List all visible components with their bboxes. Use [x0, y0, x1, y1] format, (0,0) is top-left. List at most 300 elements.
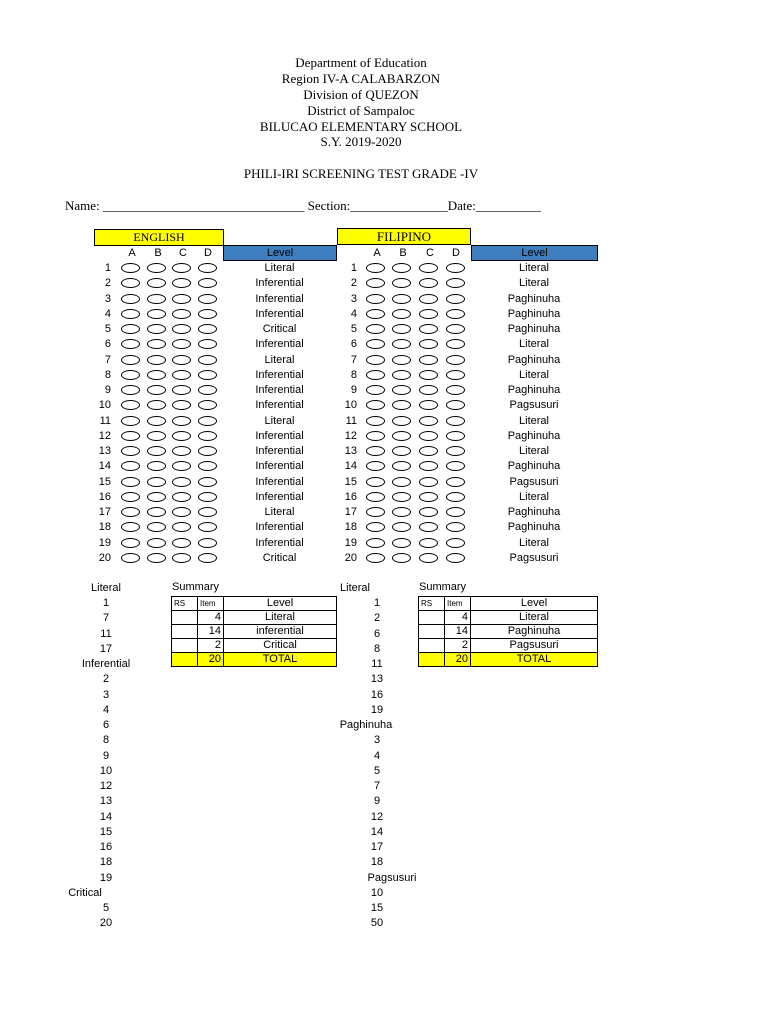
- answer-bubble-b[interactable]: [147, 446, 166, 456]
- item-number: 13: [344, 445, 357, 457]
- answer-bubble-b[interactable]: [392, 461, 411, 471]
- answer-bubble-d[interactable]: [446, 431, 465, 441]
- answer-bubble-a[interactable]: [121, 385, 140, 395]
- answer-bubble-d[interactable]: [198, 507, 217, 517]
- answer-bubble-c[interactable]: [419, 538, 438, 548]
- answer-bubble-c[interactable]: [172, 355, 191, 365]
- item-number: 5: [104, 323, 111, 335]
- answer-bubble-a[interactable]: [121, 431, 140, 441]
- list-item: 18: [370, 856, 384, 869]
- answer-bubble-a[interactable]: [366, 370, 385, 380]
- answer-bubble-b[interactable]: [147, 355, 166, 365]
- answer-bubble-c[interactable]: [172, 294, 191, 304]
- item-number: 17: [98, 506, 111, 518]
- answer-bubble-a[interactable]: [366, 339, 385, 349]
- level-heading: Literal: [91, 582, 121, 594]
- level-label: Literal: [519, 368, 549, 381]
- answer-bubble-c[interactable]: [419, 553, 438, 563]
- column-header: Item: [200, 599, 216, 608]
- list-item: 18: [99, 856, 113, 869]
- answer-bubble-b[interactable]: [147, 278, 166, 288]
- list-item: 10: [99, 764, 113, 777]
- test-title: PHILI-IRI SCREENING TEST GRADE -IV: [243, 166, 479, 181]
- answer-bubble-a[interactable]: [121, 553, 140, 563]
- answer-bubble-b[interactable]: [392, 355, 411, 365]
- answer-bubble-c[interactable]: [172, 507, 191, 517]
- list-item: 5: [102, 902, 110, 914]
- item-number: 14: [344, 460, 357, 473]
- answer-bubble-c[interactable]: [419, 339, 438, 349]
- answer-bubble-a[interactable]: [121, 339, 140, 349]
- item-number: 1: [104, 262, 111, 274]
- answer-bubble-a[interactable]: [366, 446, 385, 456]
- answer-letter: C: [426, 247, 434, 259]
- item-number: 13: [98, 445, 111, 457]
- answer-bubble-b[interactable]: [392, 400, 411, 410]
- item-number: 11: [99, 414, 111, 427]
- answer-bubble-d[interactable]: [446, 461, 465, 471]
- answer-bubble-d[interactable]: [198, 385, 217, 395]
- answer-bubble-c[interactable]: [419, 355, 438, 365]
- answer-bubble-b[interactable]: [392, 477, 411, 487]
- answer-bubble-c[interactable]: [419, 522, 438, 532]
- level-cell: Critical: [224, 639, 337, 653]
- filipino-level-header: Level: [471, 245, 598, 261]
- answer-bubble-c[interactable]: [172, 324, 191, 334]
- item-number: 10: [344, 399, 357, 412]
- answer-bubble-b[interactable]: [147, 416, 166, 426]
- level-label: Literal: [519, 414, 549, 427]
- answer-bubble-b[interactable]: [147, 522, 166, 532]
- level-label: Critical: [262, 551, 297, 564]
- level-label: Paghinuha: [507, 384, 561, 396]
- list-item: 3: [373, 734, 381, 747]
- list-item: 14: [99, 810, 113, 823]
- item-number: 12: [98, 429, 111, 442]
- answer-bubble-d[interactable]: [446, 538, 465, 548]
- answer-bubble-a[interactable]: [121, 400, 140, 410]
- answer-bubble-b[interactable]: [392, 522, 411, 532]
- answer-bubble-b[interactable]: [147, 370, 166, 380]
- rs-cell[interactable]: [172, 639, 198, 653]
- rs-cell[interactable]: [419, 611, 445, 625]
- answer-bubble-d[interactable]: [446, 522, 465, 532]
- item-number: 17: [344, 506, 357, 518]
- answer-bubble-a[interactable]: [121, 278, 140, 288]
- answer-bubble-d[interactable]: [446, 263, 465, 273]
- answer-bubble-c[interactable]: [419, 294, 438, 304]
- answer-bubble-a[interactable]: [121, 294, 140, 304]
- answer-bubble-b[interactable]: [147, 538, 166, 548]
- answer-bubble-a[interactable]: [121, 446, 140, 456]
- answer-bubble-c[interactable]: [172, 461, 191, 471]
- answer-bubble-a[interactable]: [366, 400, 385, 410]
- answer-bubble-a[interactable]: [366, 431, 385, 441]
- level-heading: Literal: [340, 582, 370, 594]
- answer-bubble-d[interactable]: [446, 339, 465, 349]
- item-cell: 2: [198, 639, 224, 653]
- answer-bubble-c[interactable]: [172, 370, 191, 380]
- item-number: 11: [345, 414, 357, 427]
- table-row: [419, 611, 598, 625]
- answer-letter: A: [128, 247, 136, 259]
- answer-bubble-b[interactable]: [392, 431, 411, 441]
- item-total-cell: 20: [445, 653, 471, 667]
- level-label: Paghinuha: [507, 353, 561, 366]
- answer-bubble-d[interactable]: [198, 538, 217, 548]
- level-heading: Critical: [68, 886, 102, 899]
- answer-bubble-d[interactable]: [446, 294, 465, 304]
- answer-bubble-d[interactable]: [198, 355, 217, 365]
- item-number: 19: [98, 536, 111, 549]
- answer-bubble-b[interactable]: [147, 339, 166, 349]
- answer-bubble-c[interactable]: [172, 477, 191, 487]
- rs-cell[interactable]: [172, 611, 198, 625]
- list-item: 20: [99, 917, 113, 930]
- answer-bubble-a[interactable]: [366, 309, 385, 319]
- item-number: 6: [104, 338, 111, 351]
- list-item: 15: [99, 825, 113, 838]
- answer-bubble-d[interactable]: [446, 553, 465, 563]
- answer-bubble-d[interactable]: [198, 370, 217, 380]
- list-item: 15: [370, 902, 384, 914]
- answer-bubble-b[interactable]: [147, 553, 166, 563]
- level-label: Paghinuha: [507, 521, 561, 534]
- rs-cell[interactable]: [172, 625, 198, 639]
- item-cell: 14: [198, 625, 224, 639]
- answer-bubble-b[interactable]: [392, 263, 411, 273]
- list-item: 1: [102, 597, 110, 609]
- answer-bubble-a[interactable]: [366, 355, 385, 365]
- header-line: S.Y. 2019-2020: [320, 134, 402, 149]
- table-row: [419, 625, 598, 639]
- answer-bubble-a[interactable]: [366, 477, 385, 487]
- answer-bubble-a[interactable]: [366, 522, 385, 532]
- answer-bubble-a[interactable]: [121, 492, 140, 502]
- list-item: 19: [99, 871, 113, 884]
- answer-bubble-d[interactable]: [446, 477, 465, 487]
- level-cell: Pagsusuri: [471, 639, 598, 653]
- item-cell: 14: [445, 625, 471, 639]
- item-number: 5: [350, 323, 357, 335]
- column-header: RS: [421, 599, 433, 608]
- total-row: [172, 653, 337, 667]
- level-label: Literal: [519, 338, 549, 351]
- item-number: 10: [98, 399, 111, 412]
- level-cell: Literal: [224, 611, 337, 625]
- answer-letter: D: [204, 247, 212, 259]
- answer-bubble-c[interactable]: [172, 431, 191, 441]
- level-label: Inferential: [255, 292, 304, 305]
- answer-bubble-d[interactable]: [446, 416, 465, 426]
- answer-bubble-c[interactable]: [172, 538, 191, 548]
- answer-bubble-b[interactable]: [147, 431, 166, 441]
- item-number: 19: [344, 536, 357, 549]
- list-item: 13: [99, 795, 113, 808]
- level-label: Literal: [264, 353, 295, 366]
- answer-bubble-b[interactable]: [147, 309, 166, 319]
- level-label: Pagsusuri: [509, 551, 559, 564]
- answer-bubble-d[interactable]: [198, 522, 217, 532]
- table-row: [172, 639, 337, 653]
- answer-bubble-c[interactable]: [419, 492, 438, 502]
- filipino-title: FILIPINO: [337, 228, 471, 245]
- item-number: 2: [350, 277, 357, 290]
- answer-bubble-b[interactable]: [392, 492, 411, 502]
- answer-bubble-c[interactable]: [419, 431, 438, 441]
- answer-bubble-c[interactable]: [419, 278, 438, 288]
- list-item: 5: [373, 764, 381, 777]
- answer-bubble-d[interactable]: [446, 278, 465, 288]
- answer-bubble-b[interactable]: [392, 324, 411, 334]
- answer-bubble-a[interactable]: [121, 477, 140, 487]
- answer-bubble-c[interactable]: [172, 309, 191, 319]
- english-summary-table: [171, 596, 337, 667]
- answer-bubble-a[interactable]: [366, 294, 385, 304]
- answer-bubble-d[interactable]: [198, 400, 217, 410]
- answer-bubble-a[interactable]: [121, 522, 140, 532]
- english-title: ENGLISH: [94, 229, 224, 246]
- answer-bubble-c[interactable]: [172, 416, 191, 426]
- answer-bubble-d[interactable]: [446, 385, 465, 395]
- answer-bubble-c[interactable]: [172, 522, 191, 532]
- answer-bubble-b[interactable]: [147, 294, 166, 304]
- answer-bubble-d[interactable]: [446, 446, 465, 456]
- item-number: 20: [344, 551, 357, 564]
- item-number: 3: [104, 292, 111, 305]
- header-line: Division of QUEZON: [303, 87, 419, 102]
- answer-bubble-d[interactable]: [446, 355, 465, 365]
- column-header: Item: [447, 599, 463, 608]
- level-label: Pagsusuri: [509, 399, 559, 412]
- answer-bubble-c[interactable]: [172, 385, 191, 395]
- answer-bubble-b[interactable]: [392, 339, 411, 349]
- item-number: 1: [350, 262, 357, 274]
- answer-bubble-b[interactable]: [392, 294, 411, 304]
- answer-bubble-d[interactable]: [198, 553, 217, 563]
- header-line: District of Sampaloc: [307, 103, 415, 118]
- rs-total-cell[interactable]: [419, 653, 445, 667]
- list-item: 50: [370, 917, 384, 930]
- answer-bubble-a[interactable]: [366, 553, 385, 563]
- answer-bubble-d[interactable]: [198, 278, 217, 288]
- answer-bubble-b[interactable]: [147, 263, 166, 273]
- total-row: [419, 653, 598, 667]
- item-number: 20: [98, 551, 111, 564]
- answer-bubble-a[interactable]: [121, 355, 140, 365]
- total-label: TOTAL: [471, 653, 598, 667]
- answer-bubble-b[interactable]: [392, 278, 411, 288]
- item-number: 9: [104, 384, 111, 396]
- answer-bubble-c[interactable]: [419, 324, 438, 334]
- table-header-row: [172, 597, 337, 611]
- level-label: Inferential: [255, 338, 304, 351]
- filipino-summary-table: [418, 596, 598, 667]
- answer-bubble-c[interactable]: [419, 400, 438, 410]
- level-heading: Paghinuha: [339, 719, 393, 731]
- item-number: 7: [104, 353, 111, 366]
- answer-letter: B: [154, 247, 162, 259]
- list-item: 19: [370, 703, 384, 716]
- answer-letter: B: [399, 247, 407, 259]
- level-label: Inferential: [255, 384, 304, 396]
- column-header: Level: [471, 597, 598, 611]
- answer-bubble-b[interactable]: [392, 538, 411, 548]
- rs-total-cell[interactable]: [172, 653, 198, 667]
- answer-bubble-a[interactable]: [121, 416, 140, 426]
- answer-bubble-a[interactable]: [121, 324, 140, 334]
- answer-bubble-b[interactable]: [147, 461, 166, 471]
- list-item: 16: [370, 688, 384, 701]
- level-label: Inferential: [255, 536, 304, 549]
- answer-bubble-d[interactable]: [198, 309, 217, 319]
- item-total-cell: 20: [198, 653, 224, 667]
- item-number: 4: [104, 307, 111, 320]
- answer-bubble-b[interactable]: [147, 400, 166, 410]
- answer-bubble-b[interactable]: [147, 324, 166, 334]
- answer-bubble-b[interactable]: [392, 309, 411, 319]
- answer-bubble-b[interactable]: [147, 477, 166, 487]
- answer-bubble-d[interactable]: [446, 309, 465, 319]
- answer-bubble-d[interactable]: [198, 431, 217, 441]
- item-number: 7: [350, 353, 357, 366]
- answer-bubble-d[interactable]: [198, 263, 217, 273]
- answer-bubble-c[interactable]: [172, 263, 191, 273]
- answer-bubble-a[interactable]: [366, 263, 385, 273]
- answer-bubble-c[interactable]: [172, 553, 191, 563]
- answer-bubble-d[interactable]: [198, 294, 217, 304]
- level-label: Paghinuha: [507, 323, 561, 335]
- level-label: Inferential: [255, 307, 304, 320]
- answer-bubble-a[interactable]: [121, 263, 140, 273]
- answer-bubble-c[interactable]: [172, 339, 191, 349]
- table-row: [172, 611, 337, 625]
- answer-bubble-d[interactable]: [446, 507, 465, 517]
- answer-letter: A: [373, 247, 381, 259]
- column-header: RS: [174, 599, 186, 608]
- level-label: Literal: [519, 490, 549, 503]
- answer-bubble-b[interactable]: [147, 385, 166, 395]
- rs-cell[interactable]: [419, 625, 445, 639]
- column-header: Level: [224, 597, 337, 611]
- level-label: Inferential: [255, 445, 304, 457]
- level-cell: inferential: [224, 625, 337, 639]
- answer-bubble-d[interactable]: [198, 446, 217, 456]
- header-line: BILUCAO ELEMENTARY SCHOOL: [259, 119, 463, 134]
- list-item: 7: [373, 780, 381, 792]
- list-item: 6: [102, 719, 110, 731]
- answer-bubble-c[interactable]: [419, 477, 438, 487]
- level-label: Inferential: [255, 475, 304, 488]
- english-level-header: Level: [223, 245, 337, 261]
- answer-bubble-d[interactable]: [446, 492, 465, 502]
- answer-bubble-d[interactable]: [198, 324, 217, 334]
- answer-bubble-d[interactable]: [198, 416, 217, 426]
- answer-bubble-c[interactable]: [172, 400, 191, 410]
- answer-bubble-b[interactable]: [392, 553, 411, 563]
- level-label: Literal: [264, 414, 295, 427]
- answer-bubble-b[interactable]: [392, 446, 411, 456]
- answer-bubble-a[interactable]: [366, 492, 385, 502]
- answer-bubble-a[interactable]: [121, 507, 140, 517]
- answer-bubble-c[interactable]: [419, 461, 438, 471]
- answer-bubble-d[interactable]: [446, 324, 465, 334]
- list-item: 1: [373, 597, 381, 609]
- answer-bubble-a[interactable]: [121, 461, 140, 471]
- answer-bubble-b[interactable]: [392, 416, 411, 426]
- answer-bubble-c[interactable]: [419, 507, 438, 517]
- item-cell: 4: [445, 611, 471, 625]
- list-item: 4: [373, 749, 381, 762]
- answer-bubble-c[interactable]: [172, 446, 191, 456]
- answer-bubble-c[interactable]: [419, 416, 438, 426]
- answer-bubble-c[interactable]: [419, 370, 438, 380]
- item-number: 16: [344, 490, 357, 503]
- answer-bubble-a[interactable]: [366, 385, 385, 395]
- item-number: 12: [344, 429, 357, 442]
- answer-bubble-a[interactable]: [366, 416, 385, 426]
- answer-bubble-a[interactable]: [121, 370, 140, 380]
- answer-bubble-b[interactable]: [147, 492, 166, 502]
- list-item: 8: [373, 642, 381, 655]
- answer-bubble-d[interactable]: [198, 492, 217, 502]
- table-row: [172, 625, 337, 639]
- item-number: 2: [104, 277, 111, 290]
- item-number: 16: [98, 490, 111, 503]
- level-label: Literal: [264, 506, 295, 518]
- answer-bubble-b[interactable]: [392, 370, 411, 380]
- answer-bubble-a[interactable]: [121, 538, 140, 548]
- item-number: 9: [350, 384, 357, 396]
- level-label: Inferential: [255, 521, 304, 534]
- level-label: Literal: [519, 277, 549, 290]
- answer-bubble-b[interactable]: [392, 385, 411, 395]
- answer-bubble-c[interactable]: [419, 309, 438, 319]
- answer-bubble-d[interactable]: [198, 339, 217, 349]
- filipino-summary-title: Summary: [419, 581, 467, 593]
- answer-bubble-d[interactable]: [446, 370, 465, 380]
- answer-bubble-c[interactable]: [419, 263, 438, 273]
- level-label: Inferential: [255, 429, 304, 442]
- answer-bubble-a[interactable]: [366, 324, 385, 334]
- answer-bubble-c[interactable]: [419, 385, 438, 395]
- answer-bubble-c[interactable]: [172, 278, 191, 288]
- answer-bubble-c[interactable]: [172, 492, 191, 502]
- list-item: 2: [373, 612, 381, 625]
- answer-bubble-a[interactable]: [366, 538, 385, 548]
- answer-bubble-c[interactable]: [419, 446, 438, 456]
- item-number: 18: [344, 521, 357, 534]
- level-label: Literal: [264, 262, 295, 274]
- item-number: 8: [104, 368, 111, 381]
- rs-cell[interactable]: [419, 639, 445, 653]
- answer-bubble-d[interactable]: [446, 400, 465, 410]
- answer-bubble-b[interactable]: [147, 507, 166, 517]
- answer-bubble-a[interactable]: [366, 461, 385, 471]
- answer-bubble-d[interactable]: [198, 477, 217, 487]
- answer-bubble-d[interactable]: [198, 461, 217, 471]
- level-label: Paghinuha: [507, 506, 561, 518]
- table-row: [419, 639, 598, 653]
- answer-bubble-a[interactable]: [121, 309, 140, 319]
- level-heading: Pagsusuri: [367, 871, 417, 884]
- answer-bubble-b[interactable]: [392, 507, 411, 517]
- list-item: 14: [370, 825, 384, 838]
- answer-bubble-a[interactable]: [366, 507, 385, 517]
- answer-bubble-a[interactable]: [366, 278, 385, 288]
- list-item: 7: [102, 612, 110, 625]
- answer-letter: C: [179, 247, 187, 259]
